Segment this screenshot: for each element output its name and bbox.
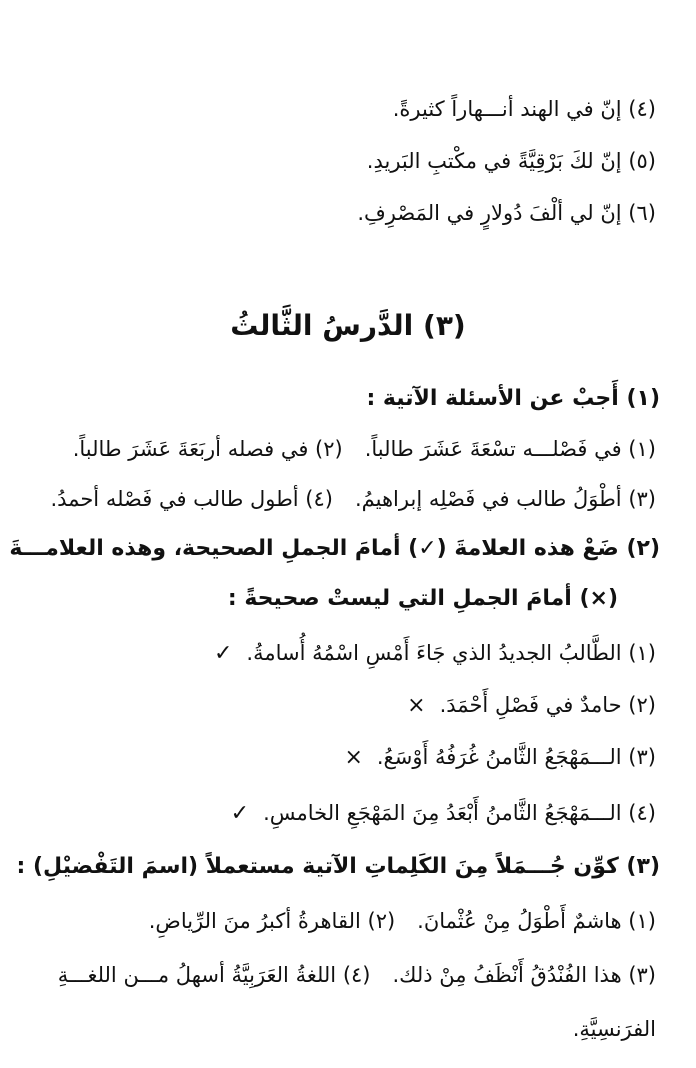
answer-3: (٣) أطْوَلُ طالب في فَصْلِه إبراهيمُ. <box>354 487 656 511</box>
item-text: (٢) حامدٌ في فَصْلِ أَحْمَدَ. <box>439 693 656 717</box>
check-mark-icon: ✓ <box>230 801 250 826</box>
item-text: (٣) الـــمَهْجَعُ الثَّامنُ غُرَفُهُ أَوْسَعُ. <box>376 745 656 769</box>
section3-line-3: الفرَنسِيَّةِ. <box>572 1017 656 1041</box>
section1-line-2 <box>30 482 656 516</box>
answer-1: (١) في فَصْلـــه تسْعَةَ عَشَرَ طالباً. <box>364 437 656 461</box>
section1-line-1 <box>30 432 656 466</box>
intro-item-6: (٦) إنّ لي ألْفَ دُولارٍ في المَصْرِفِ. <box>357 201 656 225</box>
section3-heading: (٣) كوِّن جُـــمَلاً مِنَ الكَلِماتِ الآتية مستعملاً (اسمَ التَفْضيْلِ) : <box>16 854 660 879</box>
section2-heading-line2: (×) أمامَ الجملِ التي ليستْ صحيحةً : <box>227 586 618 611</box>
check-mark-icon: ✓ <box>213 641 233 666</box>
sentence-4: (٤) اللغةُ العَرَبِيَّةُ أسهلُ مـــن اللغـــةِ <box>57 963 371 987</box>
item-text: (٤) الـــمَهْجَعُ الثَّامنُ أَبْعَدُ مِنَ المَهْجَعِ الخامسِ. <box>263 801 656 825</box>
intro-item-4: (٤) إنّ في الهند أنـــهاراً كثيرةً. <box>392 97 656 121</box>
section2-heading-line1: (٢) ضَعْ هذه العلامةَ (✓) أمامَ الجملِ الصحيحة، وهذه العلامـــةَ <box>9 536 660 561</box>
sentence-1: (١) هاشمٌ أَطْوَلُ مِنْ عُثْمانَ. <box>417 909 656 933</box>
section3-line-2 <box>30 958 656 992</box>
intro-item-5: (٥) إنّ لكَ بَرْقِيَّةً في مكْتبِ البَريدِ. <box>366 149 656 173</box>
section2-item-1 <box>30 636 656 671</box>
lesson-title: (٣) الدَّرسُ الثَّالثُ <box>230 309 466 342</box>
item-text: (١) الطَّالبُ الجديدُ الذي جَاءَ أَمْسِ اسْمُهُ أُسامةُ. <box>246 641 656 665</box>
cross-mark-icon: × <box>407 693 426 718</box>
section2-item-3 <box>30 740 656 775</box>
section3-line-1 <box>30 904 656 938</box>
section2-item-2 <box>30 688 656 723</box>
sentence-3: (٣) هذا الفُنْدُقُ أَنْظَفُ مِنْ ذلك. <box>392 963 656 987</box>
cross-mark-icon: × <box>344 745 363 770</box>
section1-heading: (١) أَجبْ عن الأسئلة الآتية : <box>366 386 660 411</box>
section2-item-4 <box>30 796 656 831</box>
answer-4: (٤) أطول طالب في فَصْله أحمدُ. <box>50 487 333 511</box>
sentence-2: (٢) القاهرةُ أكبرُ منَ الرِّياضِ. <box>148 909 396 933</box>
answer-2: (٢) في فصله أربَعَةَ عَشَرَ طالباً. <box>72 437 343 461</box>
